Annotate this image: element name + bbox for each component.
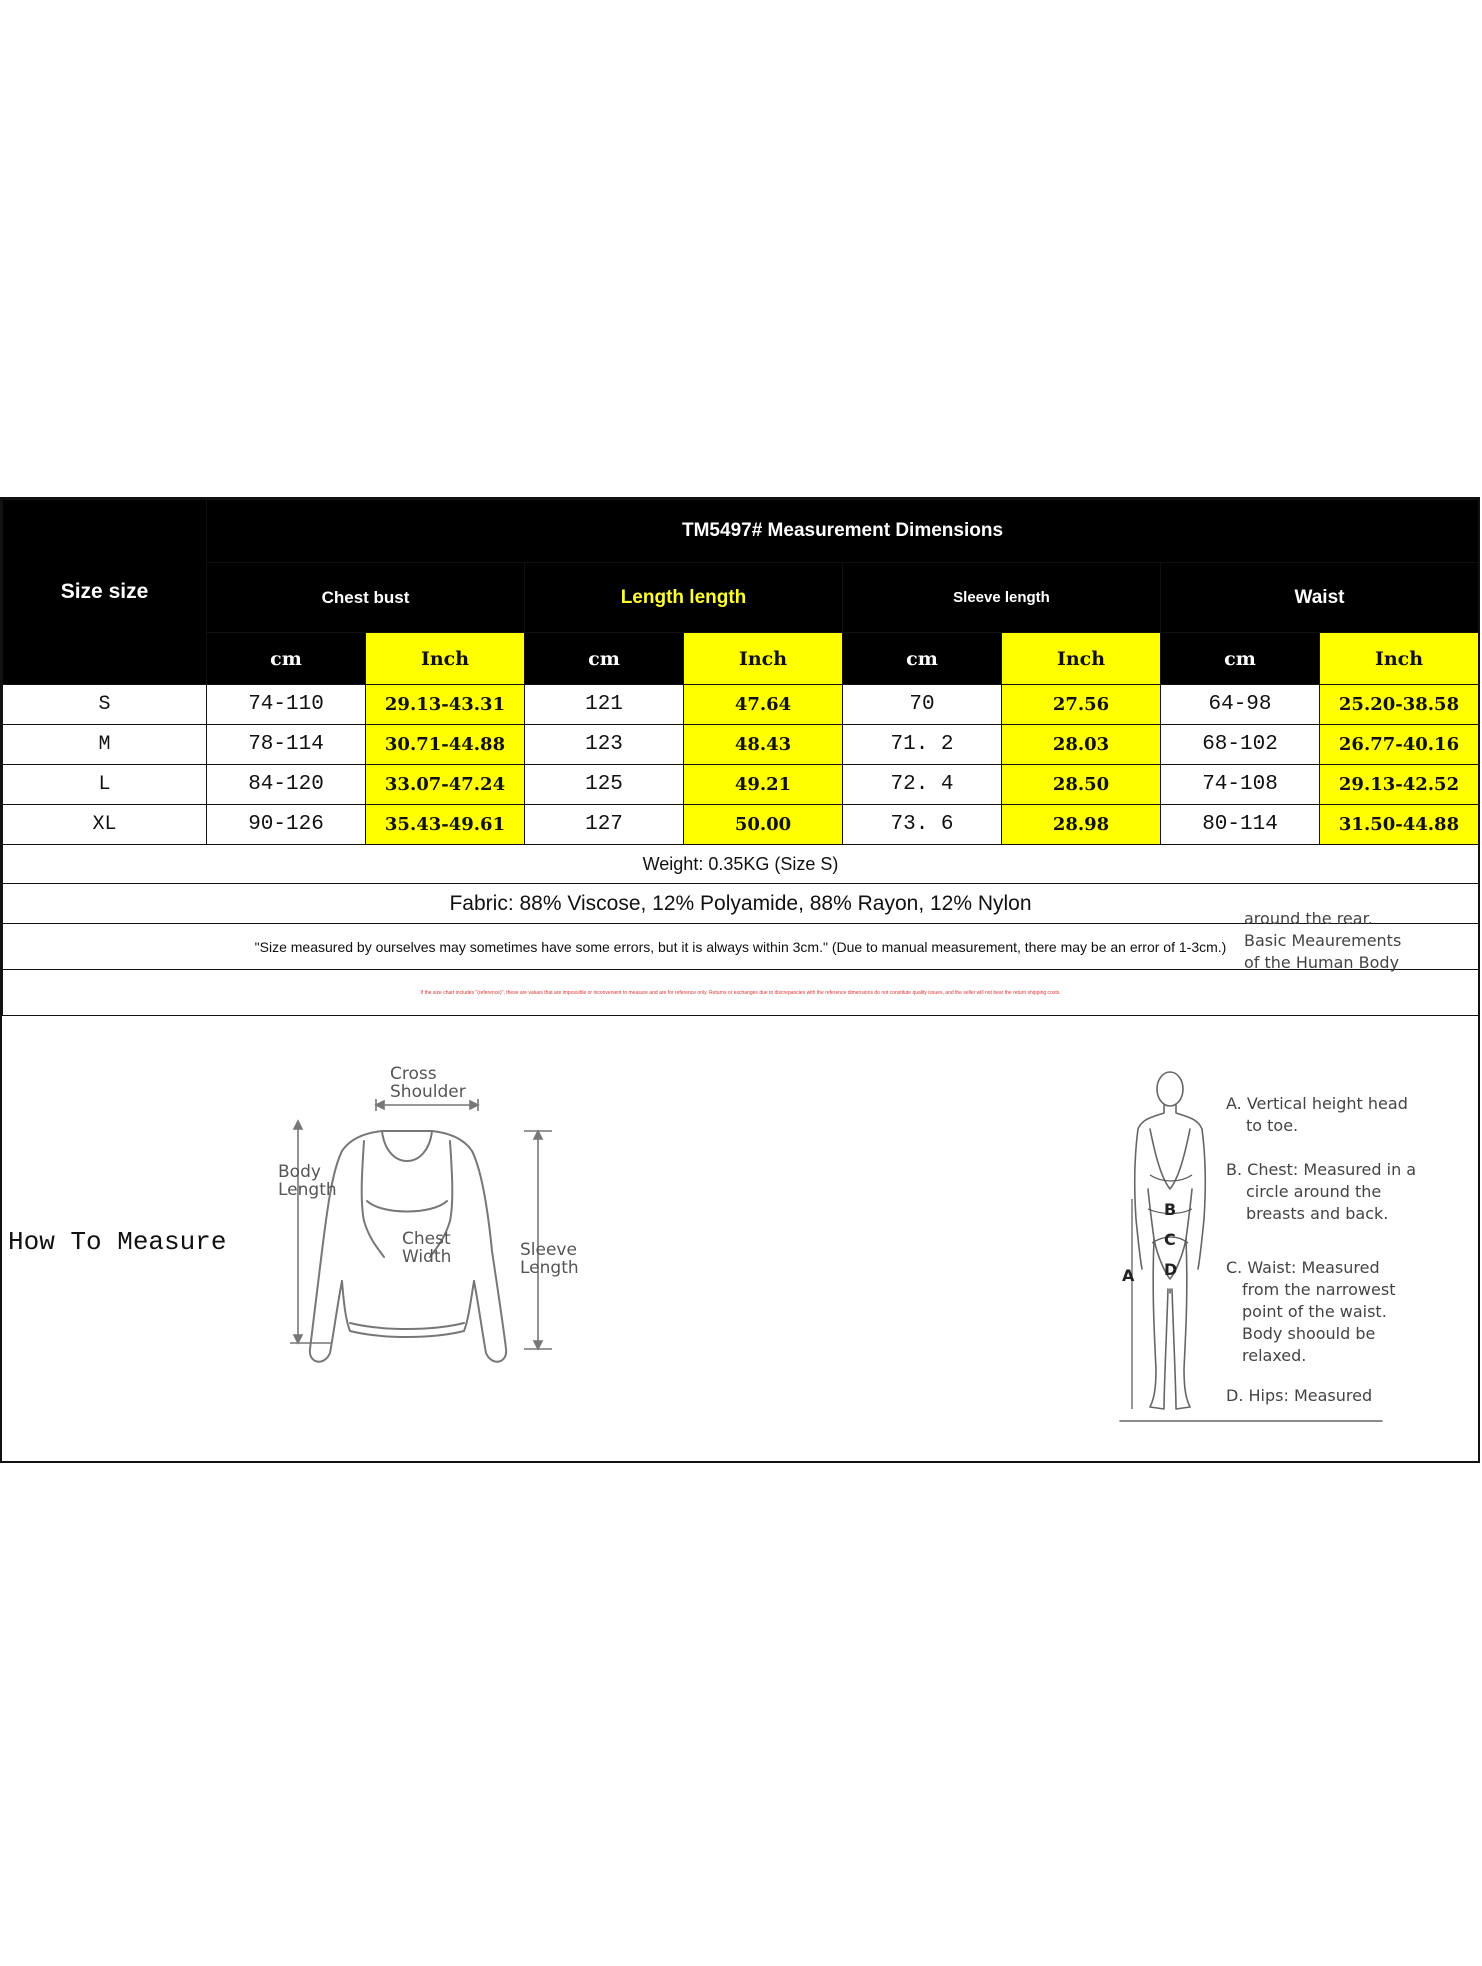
sleeve-inch-cell: 28.98 xyxy=(1002,805,1161,845)
size-cell: S xyxy=(3,685,207,725)
note-a-line-1: A. Vertical height head xyxy=(1226,1094,1408,1113)
note-c-line-4: Body shoould be xyxy=(1242,1324,1376,1343)
sleeve-length-label: Sleeve xyxy=(520,1240,577,1260)
marker-a: A xyxy=(1122,1266,1135,1285)
group-header-waist: Waist xyxy=(1161,563,1479,633)
chest-cm-cell: 78-114 xyxy=(207,725,366,765)
waist-cm-cell: 68-102 xyxy=(1161,725,1320,765)
note-c-line-1: C. Waist: Measured xyxy=(1226,1258,1380,1277)
length-inch-cell: 49.21 xyxy=(684,765,843,805)
length-inch-cell: 48.43 xyxy=(684,725,843,765)
body-measure-lines-icon xyxy=(1132,1175,1192,1409)
unit-cm-chest: cm xyxy=(207,633,366,685)
note-a-line-2: to toe. xyxy=(1246,1116,1299,1135)
sleeve-inch-cell: 28.50 xyxy=(1002,765,1161,805)
note-b-line-3: breasts and back. xyxy=(1246,1204,1389,1223)
marker-b: B xyxy=(1164,1200,1177,1219)
length-inch-cell: 50.00 xyxy=(684,805,843,845)
sleeve-inch-cell: 27.56 xyxy=(1002,685,1161,725)
note-d-line-4: of the Human Body xyxy=(1244,953,1400,972)
waist-inch-cell: 26.77-40.16 xyxy=(1320,725,1479,765)
waist-cm-cell: 80-114 xyxy=(1161,805,1320,845)
sleeve-cm-cell: 72. 4 xyxy=(843,765,1002,805)
unit-inch-sleeve: Inch xyxy=(1002,633,1161,685)
unit-cm-sleeve: cm xyxy=(843,633,1002,685)
note-d-line-1: D. Hips: Measured xyxy=(1226,1386,1373,1405)
length-cm-cell: 125 xyxy=(525,765,684,805)
group-header-length: Length length xyxy=(525,563,843,633)
note-b-line-2: circle around the xyxy=(1246,1182,1382,1201)
group-header-chest: Chest bust xyxy=(207,563,525,633)
body-length-label: Body xyxy=(278,1162,321,1182)
chest-inch-cell: 33.07-47.24 xyxy=(366,765,525,805)
chest-width-label: Chest xyxy=(402,1229,451,1249)
size-cell: M xyxy=(3,725,207,765)
waist-inch-cell: 25.20-38.58 xyxy=(1320,685,1479,725)
length-inch-cell: 47.64 xyxy=(684,685,843,725)
length-cm-cell: 121 xyxy=(525,685,684,725)
unit-inch-length: Inch xyxy=(684,633,843,685)
weight-row: Weight: 0.35KG (Size S) xyxy=(3,845,1479,884)
chest-cm-cell: 84-120 xyxy=(207,765,366,805)
waist-inch-cell: 31.50-44.88 xyxy=(1320,805,1479,845)
unit-inch-waist: Inch xyxy=(1320,633,1479,685)
size-cell: L xyxy=(3,765,207,805)
garment-arrows-icon xyxy=(290,1099,552,1349)
measurement-note: "Size measured by ourselves may sometimes have some errors, but it is always within 3cm." (Due to manual measurement, there may be an error of 1-3cm.) xyxy=(3,924,1479,970)
chest-width-label-2: Width xyxy=(402,1247,452,1267)
chest-inch-cell: 35.43-49.61 xyxy=(366,805,525,845)
waist-cm-cell: 74-108 xyxy=(1161,765,1320,805)
length-cm-cell: 127 xyxy=(525,805,684,845)
note-c-line-2: from the narrowest xyxy=(1242,1280,1396,1299)
note-c-line-3: point of the waist. xyxy=(1242,1302,1387,1321)
waist-inch-cell: 29.13-42.52 xyxy=(1320,765,1479,805)
size-cell: XL xyxy=(3,805,207,845)
sleeve-cm-cell: 73. 6 xyxy=(843,805,1002,845)
note-d-line-3: Basic Meaurements xyxy=(1244,931,1402,950)
cross-shoulder-label-2: Shoulder xyxy=(390,1082,466,1102)
note-c-line-5: relaxed. xyxy=(1242,1346,1307,1365)
sleeve-cm-cell: 70 xyxy=(843,685,1002,725)
how-to-measure-title: How To Measure xyxy=(8,1227,227,1257)
unit-cm-length: cm xyxy=(525,633,684,685)
note-d-line-2: around the rear. xyxy=(1244,909,1373,928)
table-title: TM5497# Measurement Dimensions xyxy=(207,500,1479,563)
body-notes-continued xyxy=(1090,550,1420,1150)
length-cm-cell: 123 xyxy=(525,725,684,765)
sleeve-cm-cell: 71. 2 xyxy=(843,725,1002,765)
garment-diagram xyxy=(272,1064,592,1371)
size-header: Size size xyxy=(3,500,207,685)
chest-inch-cell: 30.71-44.88 xyxy=(366,725,525,765)
fabric-row: Fabric: 88% Viscose, 12% Polyamide, 88% Rayon, 12% Nylon xyxy=(3,884,1479,924)
group-header-sleeve: Sleeve length xyxy=(843,563,1161,633)
chest-cm-cell: 74-110 xyxy=(207,685,366,725)
unit-cm-waist: cm xyxy=(1161,633,1320,685)
cross-shoulder-label: Cross xyxy=(390,1064,437,1084)
marker-d: D xyxy=(1164,1260,1178,1279)
marker-c: C xyxy=(1164,1230,1176,1249)
reference-disclaimer: If the size chart includes "(reference)", these are values that are impossible or inconvenient to measure and are for reference only. Returns or exchanges due to discrepancies with the reference dimensions do not constitute quality issues, and the seller will not bear the return shipping costs. xyxy=(3,970,1479,1016)
unit-inch-chest: Inch xyxy=(366,633,525,685)
note-b-line-1: B. Chest: Measured in a xyxy=(1226,1160,1417,1179)
waist-cm-cell: 64-98 xyxy=(1161,685,1320,725)
sleeve-length-label-2: Length xyxy=(520,1258,579,1278)
chest-cm-cell: 90-126 xyxy=(207,805,366,845)
chest-inch-cell: 29.13-43.31 xyxy=(366,685,525,725)
sleeve-inch-cell: 28.03 xyxy=(1002,725,1161,765)
body-length-label-2: Length xyxy=(278,1180,337,1200)
